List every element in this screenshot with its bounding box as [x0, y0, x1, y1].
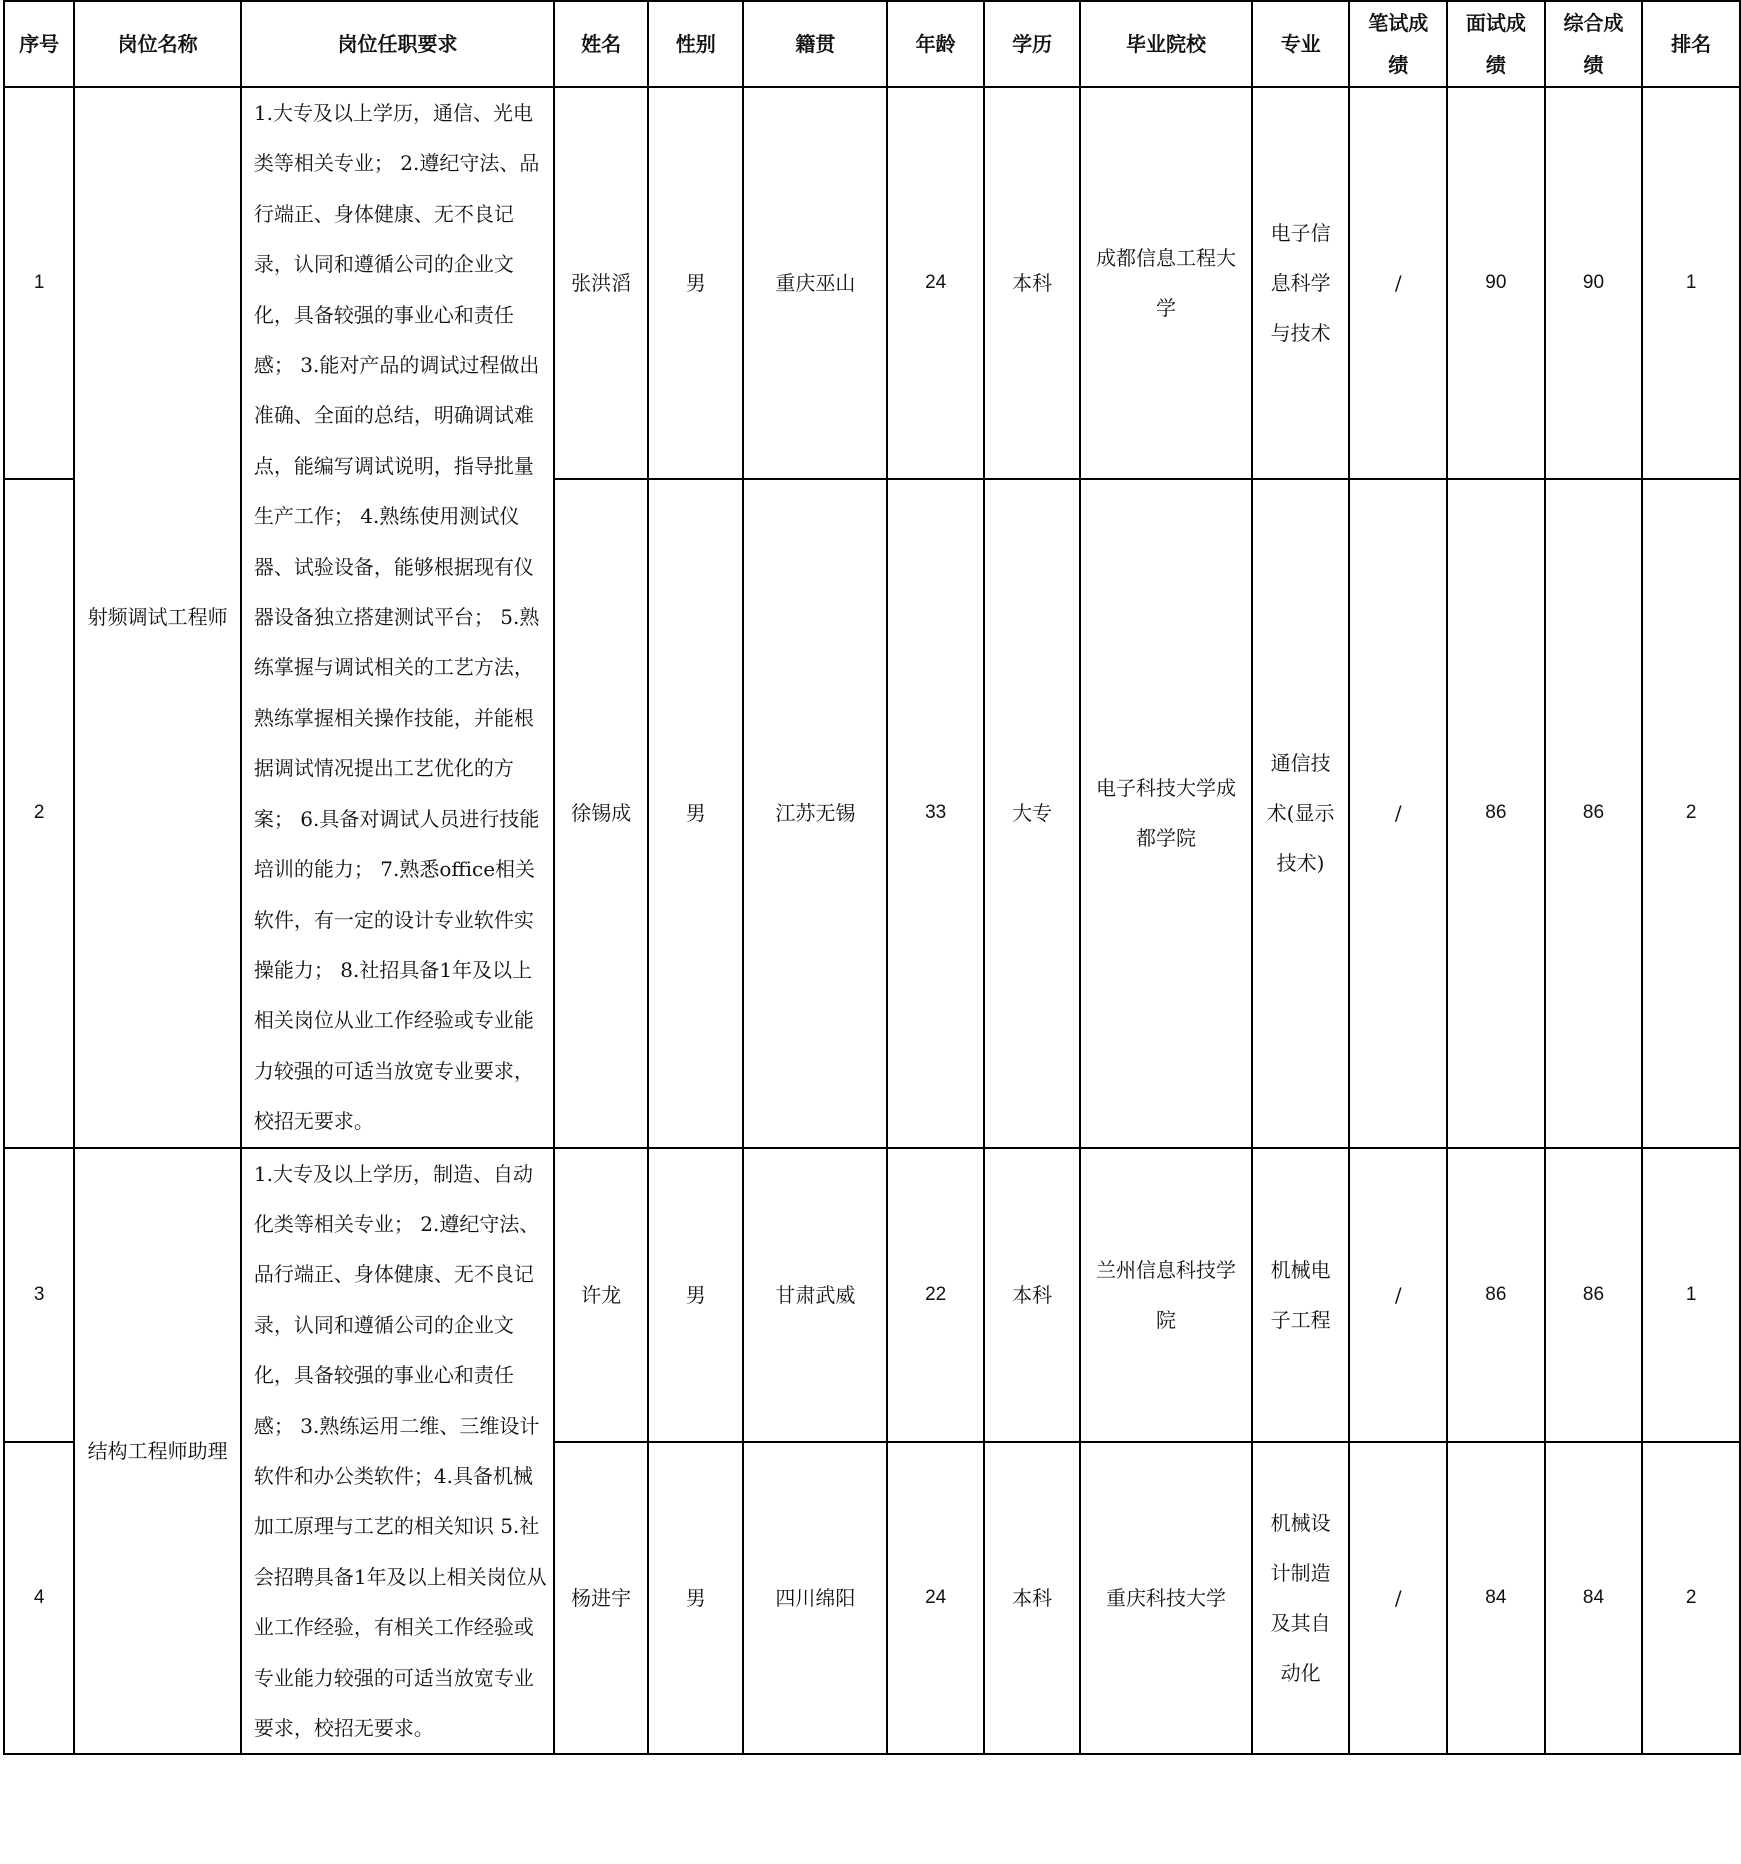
- interview-score: 86: [1447, 479, 1545, 1148]
- candidate-major: 电子信息科学与技术: [1252, 87, 1350, 479]
- interview-score: 84: [1447, 1442, 1545, 1755]
- rank: 2: [1642, 479, 1740, 1148]
- row-no: 4: [4, 1442, 74, 1755]
- candidate-school: 重庆科技大学: [1080, 1442, 1251, 1755]
- header-education: 学历: [984, 1, 1080, 87]
- candidate-education: 本科: [984, 87, 1080, 479]
- candidate-school: 电子科技大学成都学院: [1080, 479, 1251, 1148]
- candidate-education: 本科: [984, 1442, 1080, 1755]
- header-row: [4, 1, 1740, 87]
- candidate-school: 成都信息工程大学: [1080, 87, 1251, 479]
- table-row: [4, 1148, 1740, 1442]
- candidate-gender: 男: [648, 87, 743, 479]
- rank: 1: [1642, 1148, 1740, 1442]
- candidate-gender: 男: [648, 479, 743, 1148]
- position-requirements: 1.大专及以上学历，通信、光电类等相关专业； 2.遵纪守法、品行端正、身体健康、无不良记录，认同和遵循公司的企业文化，具备较强的事业心和责任感； 3.能对产品的调试过程做出准确、全面的总结，明确调试难点，能编写调试说明，指导批量生产工作； 4.熟练使用测试仪器、试验设备，能够根据现有仪器设备独立搭建测试平台； 5.熟练掌握与调试相关的工艺方法，熟练掌握相关操作技能，并能根据调试情况提出工艺优化的方案； 6.具备对调试人员进行技能培训的能力； 7.熟悉office相关软件，有一定的设计专业软件实操能力； 8.社招具备1年及以上相关岗位从业工作经验或专业能力较强的可适当放宽专业要求，校招无要求。: [241, 87, 554, 1148]
- row-no: 1: [4, 87, 74, 479]
- position-title: 射频调试工程师: [74, 87, 241, 1148]
- table-row: [4, 87, 1740, 479]
- total-score: 86: [1545, 1148, 1643, 1442]
- header-requirements: 岗位任职要求: [241, 1, 554, 87]
- candidate-age: 22: [887, 1148, 983, 1442]
- candidate-origin: 四川绵阳: [743, 1442, 887, 1755]
- interview-score: 86: [1447, 1148, 1545, 1442]
- candidate-education: 本科: [984, 1148, 1080, 1442]
- candidate-major: 通信技术(显示技术): [1252, 479, 1350, 1148]
- position-requirements: 1.大专及以上学历，制造、自动化类等相关专业； 2.遵纪守法、品行端正、身体健康、无不良记录，认同和遵循公司的企业文化，具备较强的事业心和责任感； 3.熟练运用二维、三维设计软件和办公类软件；4.具备机械加工原理与工艺的相关知识 5.社会招聘具备1年及以上相关岗位从业工作经验，有相关工作经验或专业能力较强的可适当放宽专业要求，校招无要求。: [241, 1148, 554, 1755]
- header-total-score: 综合成绩: [1545, 1, 1643, 87]
- interview-score: 90: [1447, 87, 1545, 479]
- written-score: /: [1349, 479, 1447, 1148]
- candidate-name: 徐锡成: [554, 479, 648, 1148]
- candidate-name: 许龙: [554, 1148, 648, 1442]
- total-score: 86: [1545, 479, 1643, 1148]
- rank: 1: [1642, 87, 1740, 479]
- candidate-name: 张洪滔: [554, 87, 648, 479]
- header-name: 姓名: [554, 1, 648, 87]
- written-score: /: [1349, 87, 1447, 479]
- candidate-age: 33: [887, 479, 983, 1148]
- header-rank: 排名: [1642, 1, 1740, 87]
- candidate-origin: 甘肃武威: [743, 1148, 887, 1442]
- candidate-age: 24: [887, 87, 983, 479]
- header-no: 序号: [4, 1, 74, 87]
- candidate-school: 兰州信息科技学院: [1080, 1148, 1251, 1442]
- candidate-name: 杨进宇: [554, 1442, 648, 1755]
- candidate-gender: 男: [648, 1442, 743, 1755]
- header-position: 岗位名称: [74, 1, 241, 87]
- candidate-age: 24: [887, 1442, 983, 1755]
- header-interview-score: 面试成绩: [1447, 1, 1545, 87]
- row-no: 3: [4, 1148, 74, 1442]
- total-score: 84: [1545, 1442, 1643, 1755]
- row-no: 2: [4, 479, 74, 1148]
- candidate-origin: 江苏无锡: [743, 479, 887, 1148]
- candidate-major: 机械电子工程: [1252, 1148, 1350, 1442]
- candidate-origin: 重庆巫山: [743, 87, 887, 479]
- written-score: /: [1349, 1148, 1447, 1442]
- rank: 2: [1642, 1442, 1740, 1755]
- header-major: 专业: [1252, 1, 1350, 87]
- header-school: 毕业院校: [1080, 1, 1251, 87]
- results-table: [3, 0, 1741, 1755]
- header-origin: 籍贯: [743, 1, 887, 87]
- candidate-education: 大专: [984, 479, 1080, 1148]
- header-age: 年龄: [887, 1, 983, 87]
- total-score: 90: [1545, 87, 1643, 479]
- written-score: /: [1349, 1442, 1447, 1755]
- candidate-major: 机械设计制造及其自动化: [1252, 1442, 1350, 1755]
- header-written-score: 笔试成绩: [1349, 1, 1447, 87]
- header-gender: 性别: [648, 1, 743, 87]
- position-title: 结构工程师助理: [74, 1148, 241, 1755]
- candidate-gender: 男: [648, 1148, 743, 1442]
